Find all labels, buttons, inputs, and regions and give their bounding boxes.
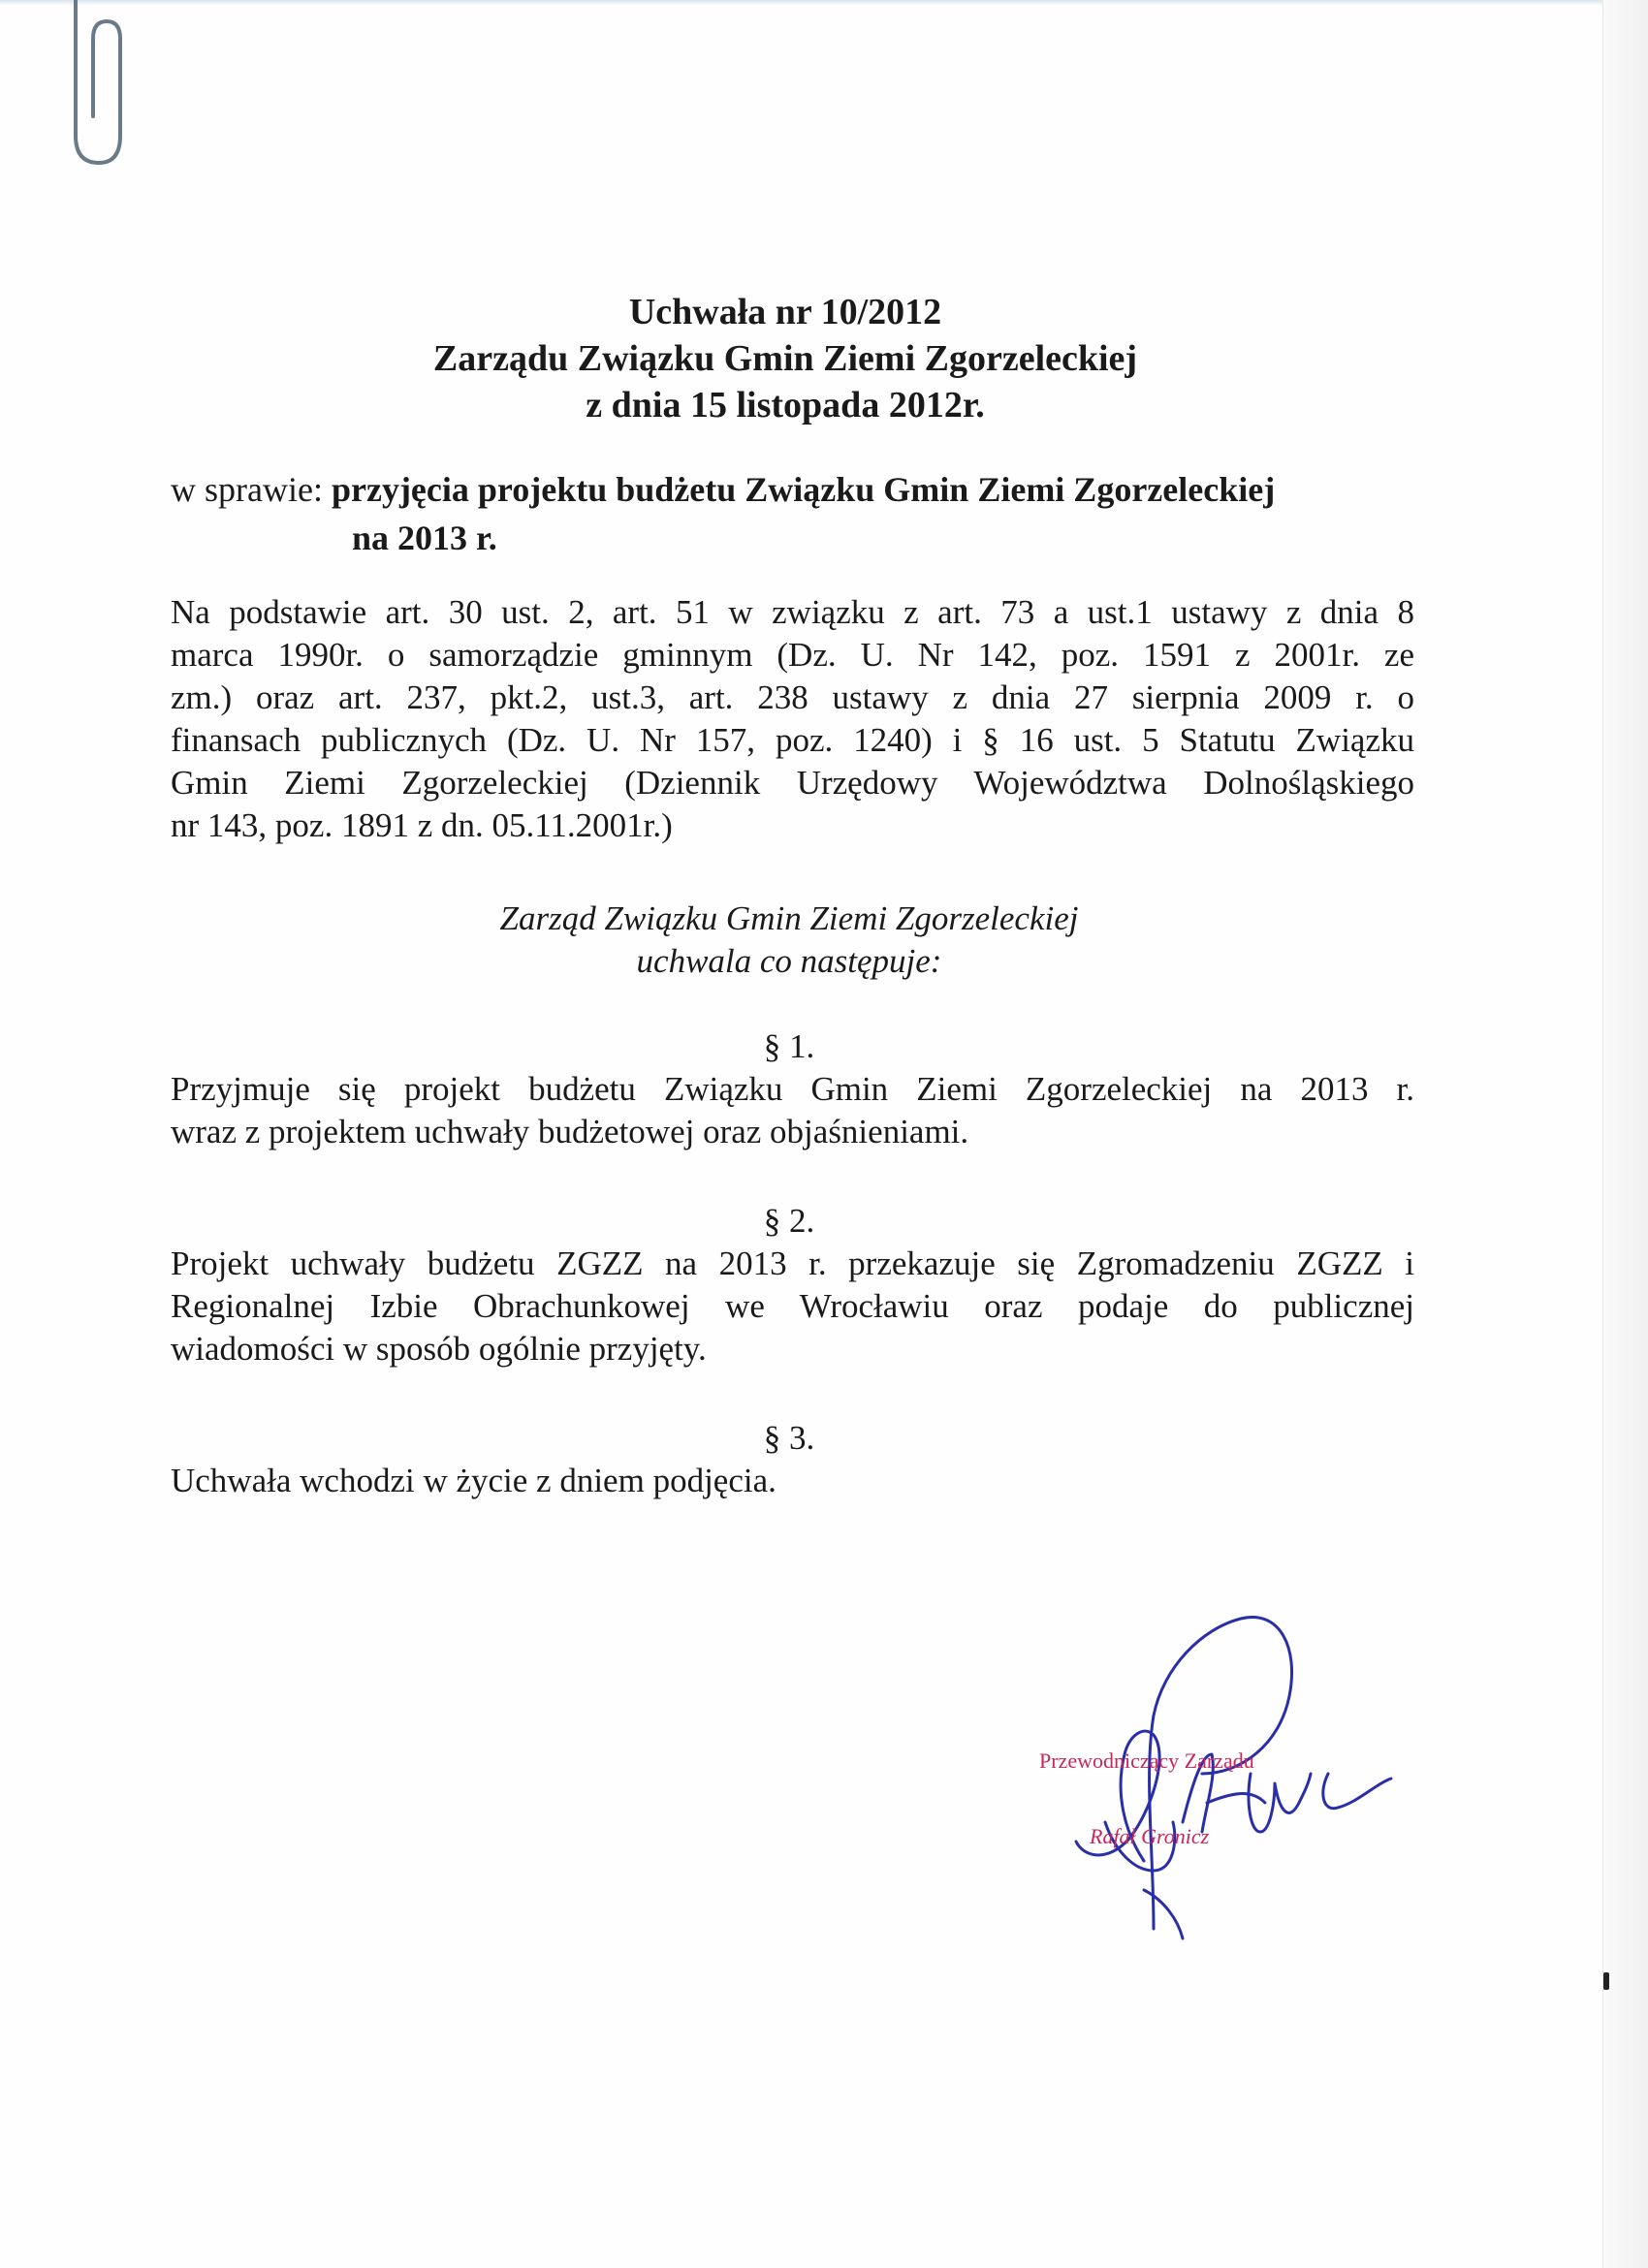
preamble-line: Na podstawie art. 30 ust. 2, art. 51 w związku z art. 73 a ust.1 ustawy z dnia 8	[171, 593, 1414, 631]
preamble-line: zm.) oraz art. 237, pkt.2, ust.3, art. 238 ustawy z dnia 27 sierpnia 2009 r. o	[171, 678, 1414, 716]
stamp-name: Rafał Gronicz	[1090, 1824, 1210, 1848]
section-1-text	[171, 1068, 1414, 1153]
paperclip-icon	[56, 0, 124, 174]
subject-label: w sprawie:	[171, 470, 323, 509]
section-line: Regionalnej Izbie Obrachunkowej we Wrocławiu oraz podaje do publicznej	[171, 1287, 1414, 1325]
section-mark-1: § 1.	[763, 1027, 815, 1065]
scan-mark	[1603, 1972, 1609, 1990]
preamble-line: marca 1990r. o samorządzie gminnym (Dz. U. Nr 142, poz. 1591 z 2001r. ze	[171, 636, 1414, 674]
scan-top-edge	[0, 0, 1648, 6]
resolves-phrase: uchwala co następuje:	[636, 942, 942, 980]
section-mark-3: § 3.	[763, 1419, 815, 1457]
preamble-line: Gmin Ziemi Zgorzeleckiej (Dziennik Urzędowy Województwa Dolnośląskiego	[171, 764, 1414, 802]
section-line: wraz z projektem uchwały budżetowej oraz objaśnieniami.	[171, 1113, 969, 1150]
signature-image	[1008, 1609, 1415, 1958]
section-line: Projekt uchwały budżetu ZGZZ na 2013 r. przekazuje się Zgromadzeniu ZGZZ i	[171, 1244, 1414, 1282]
section-mark-2: § 2.	[763, 1202, 815, 1240]
section-line: wiadomości w sposób ogólnie przyjęty.	[171, 1330, 707, 1368]
resolution-number: Uchwała nr 10/2012	[628, 292, 942, 332]
preamble-line: finansach publicznych (Dz. U. Nr 157, poz. 1240) i § 16 ust. 5 Statutu Związku	[171, 721, 1414, 759]
preamble-line: nr 143, poz. 1891 z dn. 05.11.2001r.)	[171, 806, 673, 844]
subject-text-line-1: przyjęcia projektu budżetu Związku Gmin Ziemi Zgorzeleckiej	[331, 470, 1276, 509]
section-2-text	[171, 1243, 1414, 1370]
resolving-body: Zarząd Związku Gmin Ziemi Zgorzeleckiej	[499, 899, 1079, 937]
section-3-text	[171, 1460, 1414, 1502]
preamble-paragraph	[171, 591, 1414, 847]
stamp-title: Przewodniczący Zarządu	[1039, 1748, 1254, 1773]
subject-text-line-2: na 2013 r.	[352, 519, 497, 557]
section-line: Przyjmuje się projekt budżetu Związku Gmin Ziemi Zgorzeleckiej na 2013 r.	[171, 1070, 1414, 1108]
subject-block	[171, 465, 1431, 557]
scan-right-edge	[1602, 0, 1648, 2268]
issuing-body: Zarządu Związku Gmin Ziemi Zgorzeleckiej	[432, 338, 1138, 379]
section-line: Uchwała wchodzi w życie z dniem podjęcia.	[171, 1462, 776, 1499]
resolution-date: z dnia 15 listopada 2012r.	[586, 385, 985, 425]
